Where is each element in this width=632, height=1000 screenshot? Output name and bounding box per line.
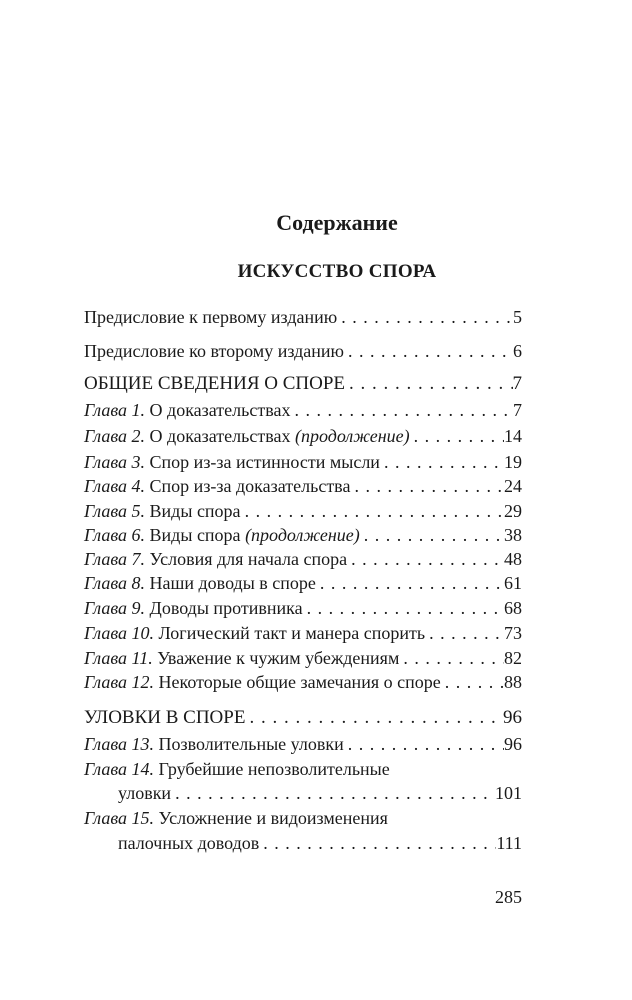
toc-entry-title-italic: (продолжение) [294, 426, 410, 446]
toc-entry-title: Уважение к чужим убеждениям [157, 648, 400, 668]
leader-dots [425, 622, 504, 644]
leader-dots [241, 500, 504, 522]
toc-entry-page: 6 [513, 341, 522, 361]
toc-entry-chapter-13[interactable] [84, 733, 522, 755]
toc-entry-page: 88 [504, 672, 522, 692]
toc-entry-title: Виды спора [149, 501, 241, 521]
toc-entry-page: 48 [504, 549, 522, 569]
toc-entry-title: О доказательствах [149, 426, 291, 446]
leader-dots [350, 475, 504, 497]
leader-dots [347, 548, 504, 570]
toc-entry-title: Предисловие ко второму изданию [84, 341, 344, 361]
toc-entry-chapter-12[interactable] [84, 671, 522, 693]
chapter-label: Глава 12. [84, 672, 155, 692]
leader-dots [337, 306, 513, 328]
toc-entry-preface-first[interactable] [84, 306, 522, 328]
toc-entry-chapter-4[interactable] [84, 475, 522, 497]
toc-entry-chapter-14-line2[interactable] [118, 782, 522, 804]
toc-entry-chapter-5[interactable] [84, 500, 522, 522]
toc-entry-chapter-15-line2[interactable] [118, 832, 522, 854]
toc-section-title: ОБЩИЕ СВЕДЕНИЯ О СПОРЕ [84, 373, 346, 394]
toc-entry-title: Некоторые общие замечания о споре [158, 672, 441, 692]
leader-dots [441, 671, 504, 693]
toc-entry-title: Предисловие к первому изданию [84, 307, 338, 327]
toc-section-general[interactable] [84, 373, 522, 395]
leader-dots [303, 597, 504, 619]
toc-entry-title: О доказательствах [149, 400, 291, 420]
toc-entry-page: 73 [504, 623, 522, 643]
chapter-label: Глава 1. [84, 400, 146, 420]
leader-dots [380, 451, 504, 473]
toc-entry-chapter-10[interactable] [84, 622, 522, 644]
leader-dots [259, 832, 496, 854]
toc-entry-title-italic: (продолжение) [245, 525, 360, 545]
toc-entry-title: Доводы противника [149, 598, 303, 618]
toc-section-title: УЛОВКИ В СПОРЕ [84, 707, 246, 728]
toc-entry-chapter-15-line1[interactable] [84, 807, 388, 829]
toc-entry-chapter-9[interactable] [84, 597, 522, 619]
toc-entry-page: 111 [496, 833, 522, 853]
toc-entry-chapter-6[interactable] [84, 524, 522, 546]
toc-entry-title: Грубейшие непозволительные [158, 759, 390, 779]
toc-entry-title: Спор из-за истинности мысли [149, 452, 380, 472]
toc-entry-chapter-2[interactable] [84, 425, 522, 447]
toc-entry-chapter-14-line1[interactable] [84, 758, 390, 780]
toc-entry-title: Логический такт и манера спорить [158, 623, 426, 643]
chapter-label: Глава 3. [84, 452, 146, 472]
leader-dots [290, 399, 513, 421]
leader-dots [245, 707, 503, 729]
chapter-label: Глава 9. [84, 598, 146, 618]
toc-entry-page: 101 [495, 783, 522, 803]
toc-entry-title: Позволительные уловки [158, 734, 344, 754]
toc-entry-title: Наши доводы в споре [149, 573, 316, 593]
toc-entry-page: 24 [504, 476, 522, 496]
leader-dots [316, 572, 504, 594]
toc-entry-chapter-8[interactable] [84, 572, 522, 594]
chapter-label: Глава 11. [84, 648, 153, 668]
page-number: 285 [495, 887, 522, 907]
chapter-label: Глава 7. [84, 549, 146, 569]
toc-entry-page: 14 [504, 426, 522, 446]
toc-entry-page: 96 [504, 734, 522, 754]
leader-dots [344, 340, 513, 362]
chapter-label: Глава 6. [84, 525, 146, 545]
toc-entry-page: 7 [512, 373, 522, 394]
toc-entry-title: Спор из-за доказательства [149, 476, 351, 496]
toc-entry-title: Условия для начала спора [149, 549, 348, 569]
chapter-label: Глава 2. [84, 426, 146, 446]
chapter-label: Глава 8. [84, 573, 146, 593]
chapter-label: Глава 10. [84, 623, 155, 643]
leader-dots [360, 524, 504, 546]
leader-dots [344, 733, 504, 755]
chapter-label: Глава 4. [84, 476, 146, 496]
toc-entry-title: Виды спора [149, 525, 241, 545]
toc-entry-chapter-7[interactable] [84, 548, 522, 570]
toc-entry-page: 7 [513, 400, 522, 420]
book-title: ИСКУССТВО СПОРА [237, 261, 437, 282]
toc-entry-preface-second[interactable] [84, 340, 522, 362]
chapter-label: Глава 5. [84, 501, 146, 521]
leader-dots [410, 425, 504, 447]
chapter-label: Глава 15. [84, 808, 155, 828]
toc-entry-chapter-11[interactable] [84, 647, 522, 669]
toc-entry-chapter-3[interactable] [84, 451, 522, 473]
toc-entry-page: 5 [513, 307, 522, 327]
toc-section-tricks[interactable] [84, 707, 522, 729]
toc-entry-page: 96 [503, 707, 522, 728]
toc-entry-title-continued: уловки [118, 783, 172, 803]
toc-entry-title: Усложнение и видоизменения [158, 808, 388, 828]
toc-entry-page: 82 [504, 648, 522, 668]
toc-entry-page: 29 [504, 501, 522, 521]
chapter-label: Глава 14. [84, 759, 155, 779]
toc-heading: Содержание [276, 210, 398, 235]
toc-entry-page: 38 [504, 525, 522, 545]
leader-dots [171, 782, 495, 804]
toc-entry-chapter-1[interactable] [84, 399, 522, 421]
toc-entry-title-continued: палочных доводов [118, 833, 260, 853]
leader-dots [399, 647, 504, 669]
toc-entry-page: 68 [504, 598, 522, 618]
leader-dots [345, 373, 512, 395]
toc-entry-page: 19 [504, 452, 522, 472]
chapter-label: Глава 13. [84, 734, 155, 754]
toc-entry-page: 61 [504, 573, 522, 593]
